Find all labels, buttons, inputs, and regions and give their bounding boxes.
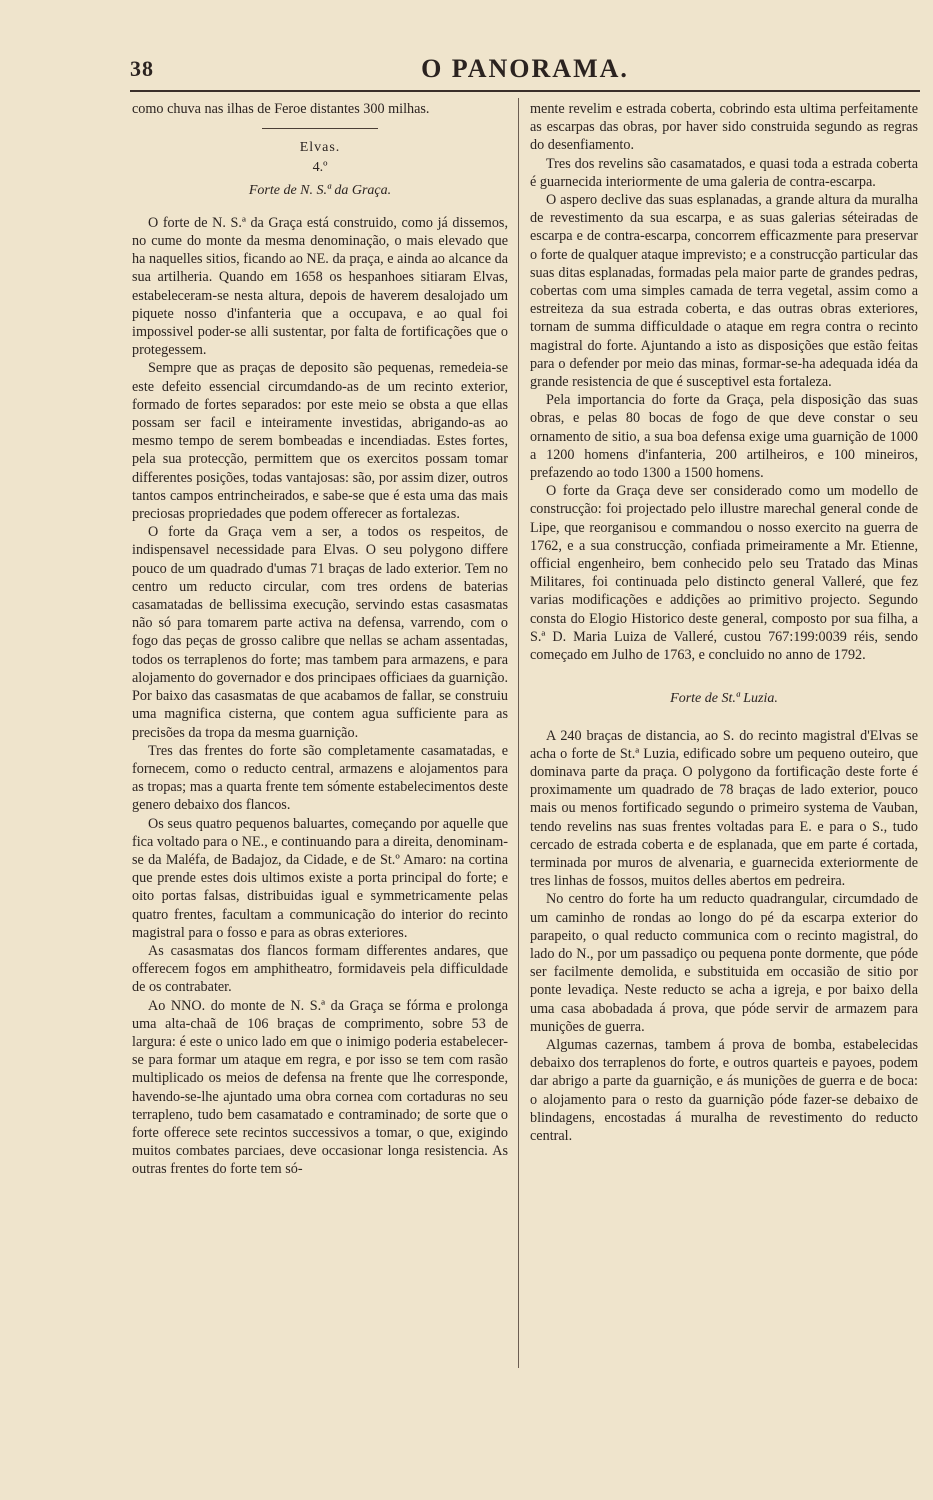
paragraph: Sempre que as praças de deposito são pequenas, remedeia-se este defeito essencial circumdando-as de um recinto exterior, formado de fortes separados: por este meio se obsta a que ellas possam ser facil e inteiramente investidas, abrigando-as ao mesmo tempo de serem bombeadas e incendiadas. Estes fortes, pela sua protecção, permittem que os exercitos possam tomar differentes posições, todas vantajosas: são, por assim dizer, outros tantos campos entrincheirados, e sabe-se que é esta uma das mais preciosas propriedades que podem offerecer as fortalezas. [132,360,508,523]
paragraph: O forte de N. S.ª da Graça está construido, como já dissemos, no cume do monte da mesma denominação, o mais elevado que ha naquelles sitios, ficando ao NE. da praça, e ainda ao alcance da sua artilheria. Quando em 1658 os hespanhoes sitiaram Elvas, estabeleceram-se nesta altura, depois de haverem desalojado um piquete nosso d'infanteria que a occupava, e ao qual foi impossivel poder-se alli sustentar, por falta de fortificações que o protegessem. [132,214,508,359]
paragraph: Tres dos revelins são casamatados, e quasi toda a estrada coberta é guarnecida interiormente de uma galeria de contra-escarpa. [530,155,918,190]
left-column [132,100,508,1380]
paragraph: O forte da Graça deve ser considerado como um modello de construcção: foi projectado pelo illustre marechal general conde de Lipe, que reorganisou e commandou o nosso exercito na guerra de 1762, e a sua construcção, confiada primeiramente a Mr. Etienne, official engenheiro, bem conhecido pelo seu Tratado das Minas Militares, foi continuada pelo distincto general Valleré, que fez varias modificações e addições ao primitivo projecto. Segundo consta do Elogio Historico deste general, composto por sua filha, a S.ª D. Maria Luiza de Valleré, custou 767:199:0039 réis, sendo começado em Julho de 1763, e concluido no anno de 1792. [530,483,918,664]
right-column [530,100,918,1370]
paragraph: O aspero declive das suas esplanadas, a grande altura da muralha de revestimento da sua escarpa, e as suas galerias séteiradas de escarpa e de contra-escarpa, concorrem efficazmente para preservar o forte de qualquer ataque imprevisto; e a construcção particular das suas ditas esplanadas, formadas pela maior parte de grandes pedras, cobertas com uma simples camada de terra vegetal, assim como a estreiteza da sua estrada coberta, e das outras obras exteriores, tornam de summa difficuldade o ataque em regra contra o recinto magistral do forte. Ajuntando a isto as disposições que estão feitas para o defender por meio das minas, formar-se-ha adequada idéa da grande resistencia de que é susceptivel esta fortaleza. [530,192,918,391]
section-number: 4.º [312,160,328,176]
header-rule [130,90,920,92]
article-heading: Forte de St.ª Luzia. [670,691,778,707]
section-rule [262,128,378,129]
opening-text: como chuva nas ilhas de Feroe distantes 300 milhas. [132,101,430,117]
paragraph: As casasmatas dos flancos formam differentes andares, que offerecem fogos em amphitheatro, formidaveis pela difficuldade de os contrabater. [132,942,508,996]
page-header [130,54,920,88]
journal-title: O PANORAMA. [421,54,629,83]
paragraph: A 240 braças de distancia, ao S. do recinto magistral d'Elvas se acha o forte de St.ª Luzia, edificado sobre um pequeno outeiro, que dominava parte da praça. O polygono da fortificação deste forte é proximamente um quadrado de 78 braças de lado exterior, pouco mais ou menos fortificado segundo o primeiro systema de Vauban, tendo revelins nas suas frentes voltadas para E. e para o S., tudo cercado de estrada coberta e de esplanada, que em parte é cortada, terminada por muros de alvenaria, e guarnecida exteriormente de tres linhas de fossos, muitos delles abertos em pedreira. [530,727,918,890]
paragraph: Algumas cazernas, tambem á prova de bomba, estabelecidas debaixo dos terraplenos do forte, e outros quarteis e payoes, podem dar abrigo a parte da guarnição, e ás munições de guerra e de boca: o alojamento para o resto da guarnição póde fazer-se debaixo de blindagens, encostadas á muralha de revestimento do reducto central. [530,1036,918,1144]
paragraph: Pela importancia do forte da Graça, pela disposição das suas obras, e pelas 80 bocas de fogo de que deve constar o seu ornamento de sitio, a sua boa defensa exige uma guarnição de 1000 a 1200 homens d'infanteria, 200 artilheiros, e 100 mineiros, prefazendo ao todo 1300 a 1500 homens. [530,392,918,482]
paragraph: No centro do forte ha um reducto quadrangular, circumdado de um caminho de rondas ao longo do pé da escarpa exterior do parapeito, o qual reducto communica com o recinto magistral, do lado do N., por um passadiço ou pequena ponte dormente, que póde ser facilmente demolida, e substituida em occasião de sitio por ponte levadiça. Neste reducto se acha a igreja, e por baixo della uma casa abobadada á prova, que póde servir de armazem para munições de guerra. [530,891,918,1035]
column-divider [518,98,519,1368]
section-title: Elvas. [299,140,341,156]
paragraph: Os seus quatro pequenos baluartes, começando por aquelle que fica voltado para o NE., e continuando para a direita, denominam-se da Maléfa, de Badajoz, da Cidade, e de St.º Amaro: na cortina que prende estes dois ultimos existe a porta principal do forte; e oito portas falsas, distribuidas igual e symmetricamente pelas quatro frentes, facultam a communicação do interior do recinto magistral para o fosso e para as obras exteriores. [132,815,508,941]
paragraph: Tres das frentes do forte são completamente casamatadas, e fornecem, como o reducto central, armazens e alojamentos para as tropas; mas a quarta frente tem sómente estabelecimentos deste genero debaixo dos flancos. [132,742,508,814]
paragraph: O forte da Graça vem a ser, a todos os respeitos, de indispensavel necessidade para Elvas. O seu polygono differe pouco de um quadrado d'umas 71 braças de lado exterior. Tem no centro um reducto circular, com tres ordens de baterias casamatadas de bellissima execução, servindo estas casasmatas não só para tomarem parte activa na defensa, varrendo, com o fogo das peças de grosso calibre que nellas se acham assentadas, todos os terraplenos do forte; mas tambem para armazens, e para alojamento do governador e dos principaes officiaes da guarnição. Por baixo das casasmatas de que acabamos de fallar, se construiu uma magnifica cisterna, que contem agua sufficiente para as precisões da tropa da mesma guarnição. [132,524,508,741]
paragraph: Ao NNO. do monte de N. S.ª da Graça se fórma e prolonga uma alta-chaã de 106 braças de comprimento, sobre 53 de largura: é este o unico lado em que o inimigo poderia estabelecer-se para formar um ataque em regra, e por isso se tem com rasão multiplicado os meios de defensa na frente que lhe corresponde, havendo-se-lhe ajuntado uma obra cornea com cortaduras no seu terrapleno, tudo bem casamatado e contraminado; de sorte que o forte offerece sete recintos successivos a tomar, o que, exigindo muitos combates parciaes, deve occasionar longa resistencia. As outras frentes do forte tem só- [132,997,508,1178]
article-heading: Forte de N. S.ª da Graça. [248,182,392,198]
page-number: 38 [130,56,154,81]
paragraph: mente revelim e estrada coberta, cobrindo esta ultima perfeitamente as escarpas das obras, por haver sido construida segundo as regras do desenfiamento. [530,101,918,154]
